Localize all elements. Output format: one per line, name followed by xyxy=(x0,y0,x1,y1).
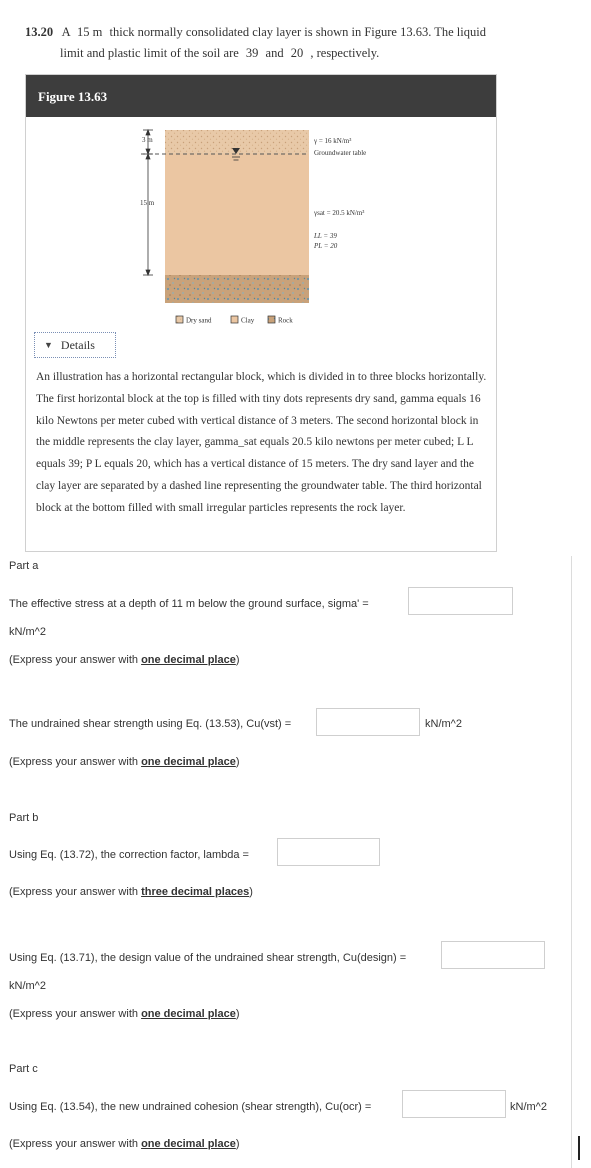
legend-dry-sand: Dry sand xyxy=(186,316,212,325)
lambda-input[interactable] xyxy=(277,838,380,866)
problem-text: and xyxy=(265,46,284,60)
soil-profile-diagram xyxy=(26,117,496,332)
part-a-q1-hint xyxy=(9,654,240,666)
hint-text: ) xyxy=(235,654,240,666)
part-b-q2-unit: kN/m^2 xyxy=(9,980,46,992)
text-cursor xyxy=(578,1136,580,1160)
problem-text: limit and plastic limit of the soil are xyxy=(60,46,239,60)
legend-clay: Clay xyxy=(241,316,255,325)
hint-precision-link[interactable]: one decimal place xyxy=(141,1008,236,1020)
part-b-q1-hint xyxy=(9,886,253,898)
part-b-title: Part b xyxy=(9,812,39,824)
details-toggle[interactable] xyxy=(34,332,116,358)
hint-text: (Express your answer with xyxy=(9,886,138,898)
gamma-sat-label: γsat = 20.5 kN/m³ xyxy=(314,209,365,217)
figure-description: An illustration has a horizontal rectangular block, which is divided in to three blocks horizontally. The first horizontal block at the top is filled with tiny dots represents dry sand, gamma equals 16 kilo Newtons per meter cubed with vertical distance of 3 meters. The second horizontal block in the middle represents the clay layer, gamma_sat equals 20.5 kilo newtons per meter cubed; L L equals 39; P L equals 20, which has a vertical distance of 15 meters. The dry sand layer and the clay layer are separated by a dashed line representing the groundwater table. The third horizontal block at the bottom filled with small irregular particles represents the rock layer. xyxy=(36,371,487,514)
problem-text: , respectively. xyxy=(310,46,380,60)
problem-statement xyxy=(25,22,525,64)
hint-precision-link[interactable]: one decimal place xyxy=(141,654,236,666)
rock-layer xyxy=(165,275,309,303)
legend-rock: Rock xyxy=(278,316,293,325)
problem-thickness: 15 m xyxy=(77,25,103,39)
hint-precision-link[interactable]: one decimal place xyxy=(141,1138,236,1150)
part-c-q1-unit: kN/m^2 xyxy=(510,1101,547,1113)
hint-text: ) xyxy=(235,756,240,768)
hint-text: ) xyxy=(249,886,253,898)
part-a-q2-hint xyxy=(9,756,240,768)
part-b-q1-text: Using Eq. (13.72), the correction factor, lambda = xyxy=(9,849,249,861)
gamma-label: γ = 16 kN/m³ xyxy=(314,137,352,145)
problem-ll-value: 39 xyxy=(245,46,259,60)
hint-text: (Express your answer with xyxy=(9,1138,138,1150)
part-a-q2-text: The undrained shear strength using Eq. (13.53), Cu(vst) = xyxy=(9,718,292,730)
part-a-q1-text: The effective stress at a depth of 11 m below the ground surface, sigma' = xyxy=(9,598,369,610)
part-b-q2-hint xyxy=(9,1008,240,1020)
legend-swatch-dry-sand xyxy=(176,316,183,323)
problem-pl-value: 20 xyxy=(290,46,304,60)
divider xyxy=(571,556,572,1168)
legend-swatch-rock xyxy=(268,316,275,323)
part-c-title: Part c xyxy=(9,1063,38,1075)
hint-text: (Express your answer with xyxy=(9,756,138,768)
figure-panel xyxy=(25,74,497,552)
part-b-q2-text: Using Eq. (13.71), the design value of the undrained shear strength, Cu(design) = xyxy=(9,952,407,964)
figure-header xyxy=(26,75,496,117)
dimension-main xyxy=(143,154,153,275)
hint-precision-link[interactable]: one decimal place xyxy=(141,756,236,768)
details-label: Details xyxy=(60,337,95,352)
cu-vst-input[interactable] xyxy=(316,708,420,736)
legend-swatch-clay xyxy=(231,316,238,323)
clay-layer xyxy=(165,154,309,275)
gwt-label: Groundwater table xyxy=(314,149,367,157)
part-a-q2-unit: kN/m^2 xyxy=(425,718,462,730)
problem-text: thick normally consolidated clay layer is shown in Figure 13.63. The liquid xyxy=(109,25,486,39)
pl-label: PL = 20 xyxy=(314,242,338,250)
legend xyxy=(176,316,293,325)
problem-text: A xyxy=(61,25,70,39)
part-c-q1-hint xyxy=(9,1138,240,1150)
part-c-q1-text: Using Eq. (13.54), the new undrained cohesion (shear strength), Cu(ocr) = xyxy=(9,1101,372,1113)
dim-main-label: 15 m xyxy=(140,199,155,207)
hint-precision-link[interactable]: three decimal places xyxy=(141,886,250,898)
part-a-q1-unit: kN/m^2 xyxy=(9,626,46,638)
hint-text: (Express your answer with xyxy=(9,654,138,666)
dim-top-label: 3 m xyxy=(142,136,153,144)
hint-text: ) xyxy=(235,1138,240,1150)
caret-down-icon: ▼ xyxy=(44,340,53,350)
ll-label: LL = 39 xyxy=(314,232,337,240)
part-a-title: Part a xyxy=(9,560,39,572)
problem-number: 13.20 xyxy=(25,25,54,39)
cu-design-input[interactable] xyxy=(441,941,545,969)
hint-text: (Express your answer with xyxy=(9,1008,138,1020)
figure-title: Figure 13.63 xyxy=(38,89,108,104)
hint-text: ) xyxy=(235,1008,240,1020)
effective-stress-input[interactable] xyxy=(408,587,513,615)
cu-ocr-input[interactable] xyxy=(402,1090,506,1118)
